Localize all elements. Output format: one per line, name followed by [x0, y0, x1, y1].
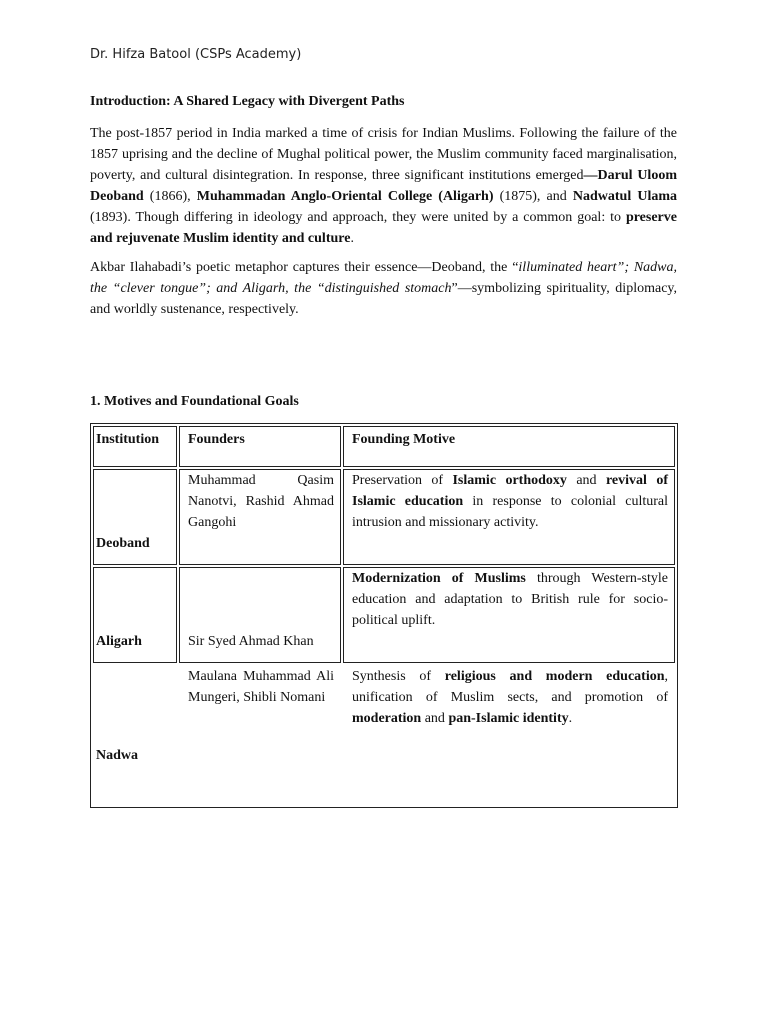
bold-run: pan-Islamic identity: [448, 711, 569, 726]
founders-cell: Sir Syed Ahmad Khan: [179, 567, 341, 663]
text-run: (1893). Though differing in ideology and approach, they were united by a common goal: to: [90, 210, 626, 225]
table-row: [93, 469, 675, 565]
author-header: Dr. Hifza Batool (CSPs Academy): [90, 47, 302, 62]
institution-cell: Aligarh: [93, 567, 177, 663]
institution-cell: Deoband: [93, 469, 177, 565]
text-run: .: [350, 231, 354, 246]
text-run: Akbar Ilahabadi’s poetic metaphor captures their essence—Deoband, the “: [90, 260, 519, 275]
text-run: The post-1857 period in India marked a time of crisis for Indian Muslims. Following the failure of the 1857 uprising and the decline of Mughal political power, the Muslim community faced marginalisation, poverty, and cultural disintegration. In response, three significant institutions emerged: [90, 126, 677, 183]
text-run: (1875), and: [493, 189, 573, 204]
bold-run: Muhammadan Anglo-Oriental College (Aligarh): [196, 189, 494, 204]
intro-heading: Introduction: A Shared Legacy with Divergent Paths: [90, 94, 405, 109]
bold-run: preserve and rejuvenate Muslim identity and culture: [90, 210, 677, 246]
founders-cell: Maulana Muhammad Ali Mungeri, Shibli Nomani: [188, 669, 334, 705]
founders-cell: Muhammad Qasim Nanotvi, Rashid Ahmad Gangohi: [179, 469, 341, 565]
motive-cell: [343, 567, 675, 663]
intro-paragraph-1: [90, 123, 677, 249]
text-run: in response to colonial cultural intrusion and missionary activity.: [352, 494, 668, 530]
table-row: [93, 567, 675, 663]
bold-run: religious and modern education: [444, 669, 665, 684]
text-run: Preservation of: [352, 473, 453, 488]
bold-run: moderation: [352, 711, 422, 726]
text-run: through Western-style education and adaptation to British rule for socio-political uplift.: [352, 571, 668, 628]
bold-run: —Darul Uloom Deoband: [90, 168, 677, 204]
intro-paragraph-2: [90, 257, 677, 320]
table-header-row: [93, 426, 675, 467]
text-run: , unification of Muslim sects, and promotion of: [352, 669, 669, 705]
motive-cell: [343, 469, 675, 565]
section-heading: 1. Motives and Foundational Goals: [90, 394, 299, 409]
text-run: and: [421, 711, 449, 726]
text-run: and: [566, 473, 606, 488]
table-row: [93, 665, 675, 805]
text-run: (1866),: [143, 189, 197, 204]
bold-run: Modernization of Muslims: [352, 571, 526, 586]
header-motive: Founding Motive: [343, 426, 675, 467]
bold-run: revival of Islamic education: [352, 473, 669, 509]
institution-cell: Nadwa: [96, 748, 139, 763]
motives-table: [90, 423, 678, 808]
text-run: Synthesis of: [352, 669, 445, 684]
motive-cell: [343, 665, 675, 805]
bold-run: Nadwatul Ulama: [572, 189, 677, 204]
header-founders: Founders: [179, 426, 341, 467]
bold-run: Islamic orthodoxy: [452, 473, 567, 488]
text-run: ”—symbolizing spirituality, diplomacy, and worldly sustenance, respectively.: [90, 281, 677, 317]
header-institution: Institution: [93, 426, 177, 467]
text-run: .: [568, 711, 573, 726]
italic-run: illuminated heart”; Nadwa, the “clever tongue”; and Aligarh, the “distinguished stomach: [90, 260, 678, 296]
